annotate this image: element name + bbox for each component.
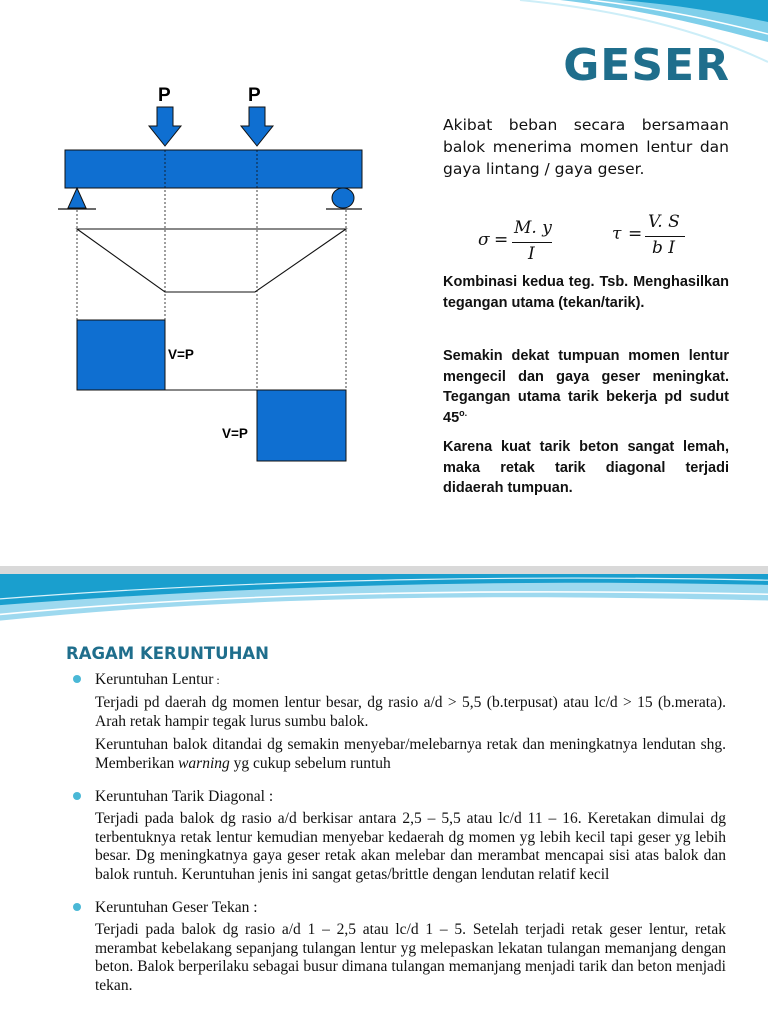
shear-block-left [77, 320, 165, 390]
list-item-body: Terjadi pd daerah dg momen lentur besar, dg rasio a/d > 5,5 (b.terpusat) atau lc/d > 15 (b.merata). Arah retak hampir tegak lurus sumbu balok. [95, 694, 726, 730]
list-item-body: Terjadi pada balok dg rasio a/d berkisar antara 2,5 – 5,5 atau lc/d 11 – 16. Keretakan dimulai dg terbentuknya retak lentur kemudian menyebar kedaerah dg momen yg lebih kecil tapi geser yg lebih besar. Dg meningkatnya gaya geser retak akan melebar dan merambat mencapai sisi atas balok dan balok runtuh. Keruntuhan jenis ini sangat getas/brittle dengan lendutan relatif kecil [95, 810, 726, 883]
section-heading: RAGAM KERUNTUHAN [66, 644, 269, 663]
load-label-left: P [158, 85, 171, 106]
moment-diagram [77, 229, 346, 292]
shear-diagram [0, 0, 440, 566]
tau-symbol: τ [612, 224, 622, 244]
list-item-diagonal-tension-failure [66, 787, 726, 884]
tau-numerator: V. S [648, 212, 680, 232]
shear-block-right [257, 390, 346, 461]
bullet-dot-icon [73, 792, 81, 800]
paragraph-diagonal-crack: Karena kuat tarik beton sangat lemah, maka retak tarik diagonal terjadi didaerah tumpuan. [443, 439, 729, 496]
list-item-shear-compression-failure [66, 898, 726, 995]
beam [65, 150, 362, 188]
sigma-symbol: σ [478, 230, 490, 250]
list-item-body: Terjadi pada balok dg rasio a/d 1 – 2,5 atau lc/d 1 – 5. Setelah terjadi retak geser lentur, retak merambat kebelakang sepanjang tulangan lentur yg melepaskan lekatan tulangan memanjang dengan beton. Balok berperilaku sebagai busur dimana tulangan memanjang menjadi tarik dan beton menjadi tekan. [95, 921, 726, 994]
list-item-title: Keruntuhan Geser Tekan : [95, 899, 258, 916]
sigma-equals: = [494, 230, 509, 250]
slide-ragam-keruntuhan [0, 574, 768, 1024]
load-arrow-left [149, 107, 181, 146]
fraction-bar [645, 236, 685, 237]
bullet-dot-icon [73, 903, 81, 911]
slide-separator [0, 566, 768, 574]
paragraph-near-support-text: Semakin dekat tumpuan momen lentur mengecil dan gaya geser meningkat. Tegangan utama tarik bekerja pd sudut 45 [443, 348, 729, 426]
intro-text: Akibat beban secara bersamaan balok menerima momen lentur dan gaya lintang / gaya geser. [443, 116, 729, 178]
failure-mode-list [66, 670, 726, 995]
list-item-title: Keruntuhan Tarik Diagonal : [95, 788, 274, 805]
paragraph-near-support [443, 346, 729, 428]
pin-support [68, 188, 86, 208]
list-item-flexural-failure [66, 670, 726, 773]
paragraph-combination: Kombinasi kedua teg. Tsb. Menghasilkan tegangan utama (tekan/tarik). [443, 274, 729, 311]
fraction-bar [512, 242, 552, 243]
shear-label-left: V=P [168, 347, 194, 362]
load-arrow-right [241, 107, 273, 146]
slide-title: GESER [563, 40, 730, 91]
load-label-right: P [248, 85, 261, 106]
formula-shear-stress [612, 212, 702, 264]
tau-equals: = [628, 224, 643, 244]
tau-denominator: b I [652, 238, 676, 258]
roller-support [332, 188, 354, 208]
bullet-dot-icon [73, 675, 81, 683]
degree-sup: o. [459, 407, 468, 418]
sigma-denominator: I [528, 244, 535, 264]
sigma-numerator: M. y [514, 218, 552, 238]
list-item-body: Keruntuhan balok ditandai dg semakin menyebar/melebarnya retak dan meningkatnya lendutan shg. Memberikan warning yg cukup sebelum runtuh [95, 736, 726, 772]
wave-decoration [0, 574, 768, 644]
formula-bending-stress [478, 218, 568, 270]
shear-label-right: V=P [222, 426, 248, 441]
list-item-title: Keruntuhan Lentur : [95, 671, 220, 688]
